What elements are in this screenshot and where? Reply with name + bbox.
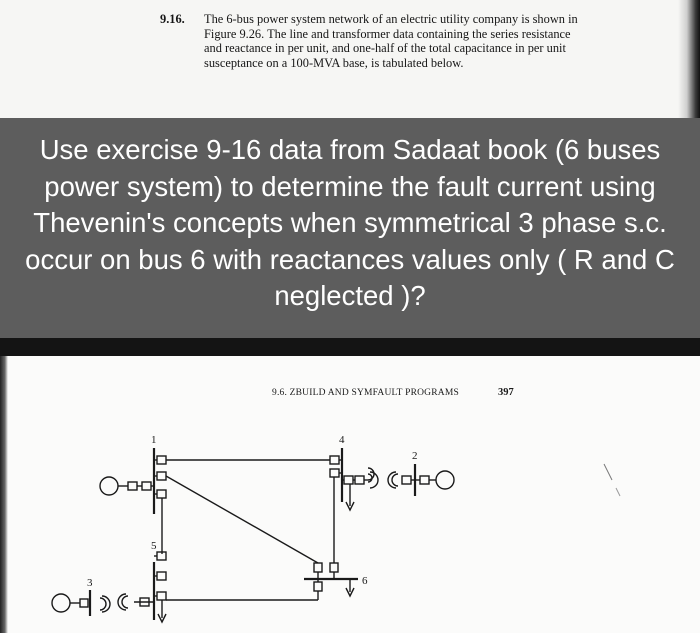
transformer-2-icon	[368, 468, 378, 488]
breaker-6-1-icon	[314, 563, 322, 572]
breaker-2a-icon	[402, 476, 411, 484]
problem-line-4: susceptance on a 100-MVA base, is tabulated below.	[204, 55, 464, 70]
breaker-3-icon	[80, 599, 88, 607]
bus-3-label: 3	[87, 577, 93, 589]
generator-2-icon	[436, 471, 454, 489]
breaker-1a-icon	[128, 482, 137, 490]
book-binding-shadow	[678, 0, 700, 118]
generator-3-icon	[52, 594, 70, 612]
page-number: 397	[498, 387, 514, 398]
problem-line-3: and reactance in per unit, and one-half of the total capacitance in per unit	[204, 41, 566, 56]
problem-number: 9.16.	[160, 12, 185, 26]
line-1-6	[166, 476, 318, 563]
bus-5-label: 5	[151, 540, 157, 552]
problem-statement	[160, 12, 650, 70]
breaker-6-4-icon	[330, 563, 338, 572]
breaker-1-6-icon	[157, 472, 166, 480]
textbook-scan-top	[0, 0, 700, 118]
problem-line-1: The 6-bus power system network of an electric utility company is shown in	[204, 12, 578, 26]
bus-6-label: 6	[362, 575, 368, 587]
breaker-4-1-icon	[330, 456, 339, 464]
question-text: Use exercise 9-16 data from Sadaat book (6 buses power system) to determine the fault current using Thevenin's concepts when symmetrical 3 phase s.c. occur on bus 6 with reactances values only ( R and C neglected )?	[25, 134, 675, 311]
breaker-6-5-icon	[314, 582, 322, 591]
transformer-3-icon	[118, 594, 128, 610]
breaker-1-4-icon	[157, 456, 166, 464]
bus-4-label: 4	[339, 434, 345, 446]
breaker-5-3-icon	[157, 592, 166, 600]
six-bus-network-diagram	[0, 356, 700, 633]
breaker-1b-icon	[142, 482, 151, 490]
generator-1-icon	[100, 477, 118, 495]
question-overlay	[0, 118, 700, 338]
breaker-1-5-icon	[157, 490, 166, 498]
problem-line-2: Figure 9.26. The line and transformer data containing the series resistance	[204, 26, 571, 41]
breaker-5-6-icon	[157, 572, 166, 580]
bus-1-label: 1	[151, 434, 157, 446]
breaker-4-6-icon	[330, 469, 339, 477]
breaker-4-t2-icon	[355, 476, 364, 484]
bus-2-label: 2	[412, 450, 418, 462]
breaker-2b-icon	[420, 476, 429, 484]
running-head: 9.6. ZBUILD AND SYMFAULT PROGRAMS	[272, 388, 459, 398]
separator-band	[0, 338, 700, 356]
breaker-4-t-icon	[344, 476, 353, 484]
textbook-scan-bottom	[0, 356, 700, 633]
